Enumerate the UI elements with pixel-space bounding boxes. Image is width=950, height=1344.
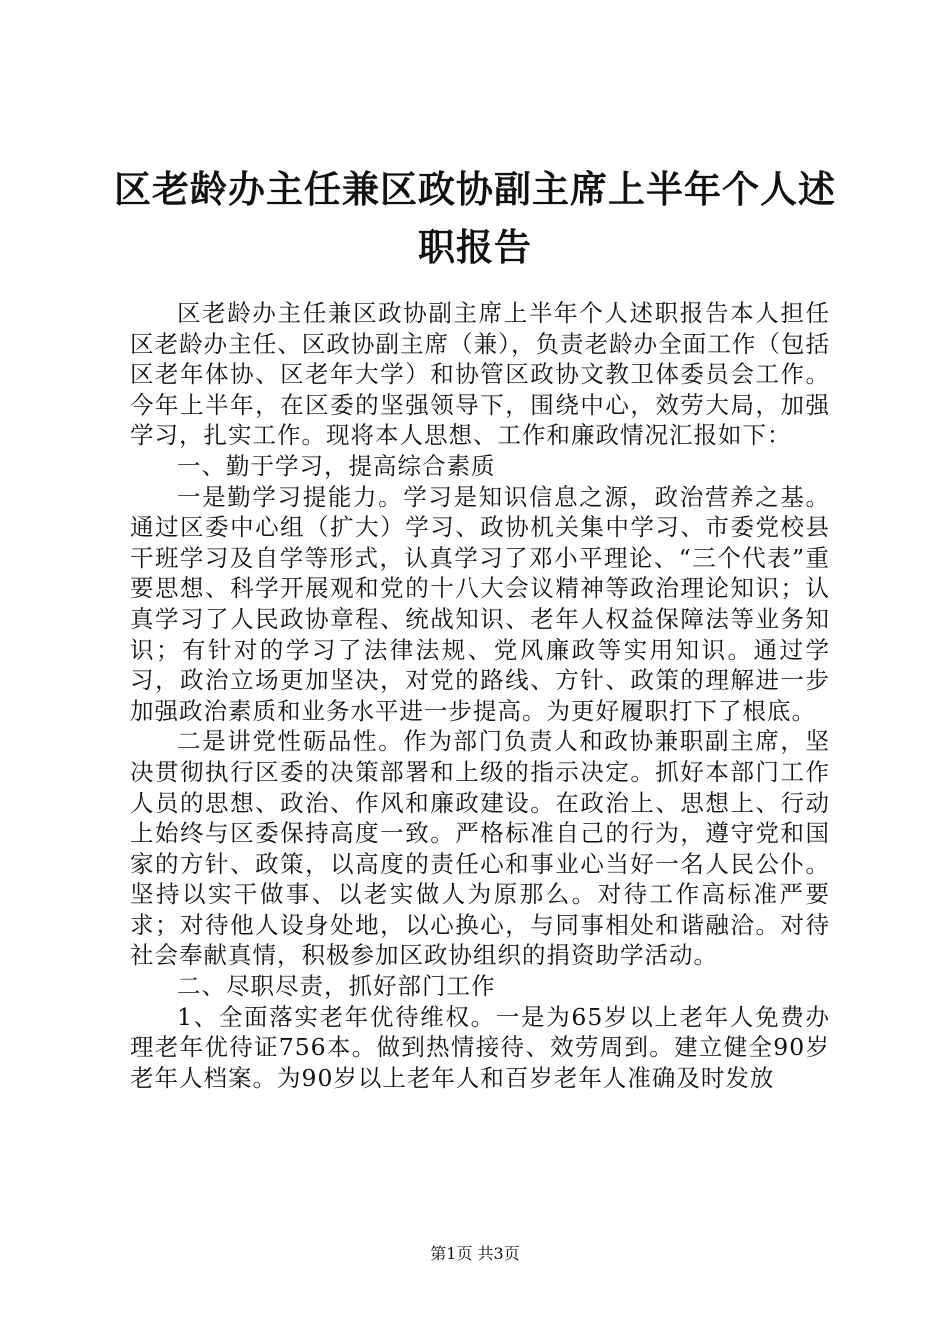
- section-heading-2: 二、尽职尽责，抓好部门工作: [177, 972, 496, 1001]
- paragraph-study: 一是勤学习提能力。学习是知识信息之源，政治营养之基。通过区委中心组（扩大）学习、政协机关集中学习、市委党校县干班学习及自学等形式，认真学习了邓小平理论、“三个代表”重要思想、科学开展观和党的十八大会议精神等政治理论知识；认真学习了人民政协章程、统战知识、老年人权益保障法等业务知识；有针对的学习了法律法规、党风廉政等实用知识。通过学习，政治立场更加坚决，对党的路线、方针、政策的理解进一步加强政治素质和业务水平进一步提高。为更好履职打下了根底。: [130, 482, 830, 725]
- paragraph-party-spirit: 二是讲党性砺品性。作为部门负责人和政协兼职副主席，坚决贯彻执行区委的决策部署和上级的指示决定。抓好本部门工作人员的思想、政治、作风和廉政建设。在政治上、思想上、行动上始终与区委保持高度一致。严格标准自己的行为，遵守党和国家的方针、政策，以高度的责任心和事业心当好一名人民公仆。坚持以实干做事、以老实做人为原那么。对待工作高标准严要求；对待他人设身处地，以心换心，与同事相处和谐融洽。对待社会奉献真情，积极参加区政协组织的捐资助学活动。: [130, 727, 830, 970]
- document-body: [130, 298, 830, 1093]
- section-heading-1: 一、勤于学习，提高综合素质: [177, 451, 496, 480]
- paragraph-intro: 区老龄办主任兼区政协副主席上半年个人述职报告本人担任区老龄办主任、区政协副主席（兼），负责老龄办全面工作（包括区老年体协、区老年大学）和协管区政协文教卫体委员会工作。今年上半年，在区委的坚强领导下，围绕中心，效劳大局，加强学习，扎实工作。现将本人思想、工作和廉政情况汇报如下：: [130, 299, 830, 450]
- page-number-footer: 第1页 共3页: [430, 1244, 520, 1263]
- document-title: 区老龄办主任兼区政协副主席上半年个人述职报告: [114, 167, 836, 269]
- paragraph-elderly-benefits: 1、全面落实老年优待维权。一是为65岁以上老年人免费办理老年优待证756本。做到热情接待、效劳周到。建立健全90岁老年人档案。为90岁以上老年人和百岁老年人准确及时发放: [130, 1002, 830, 1092]
